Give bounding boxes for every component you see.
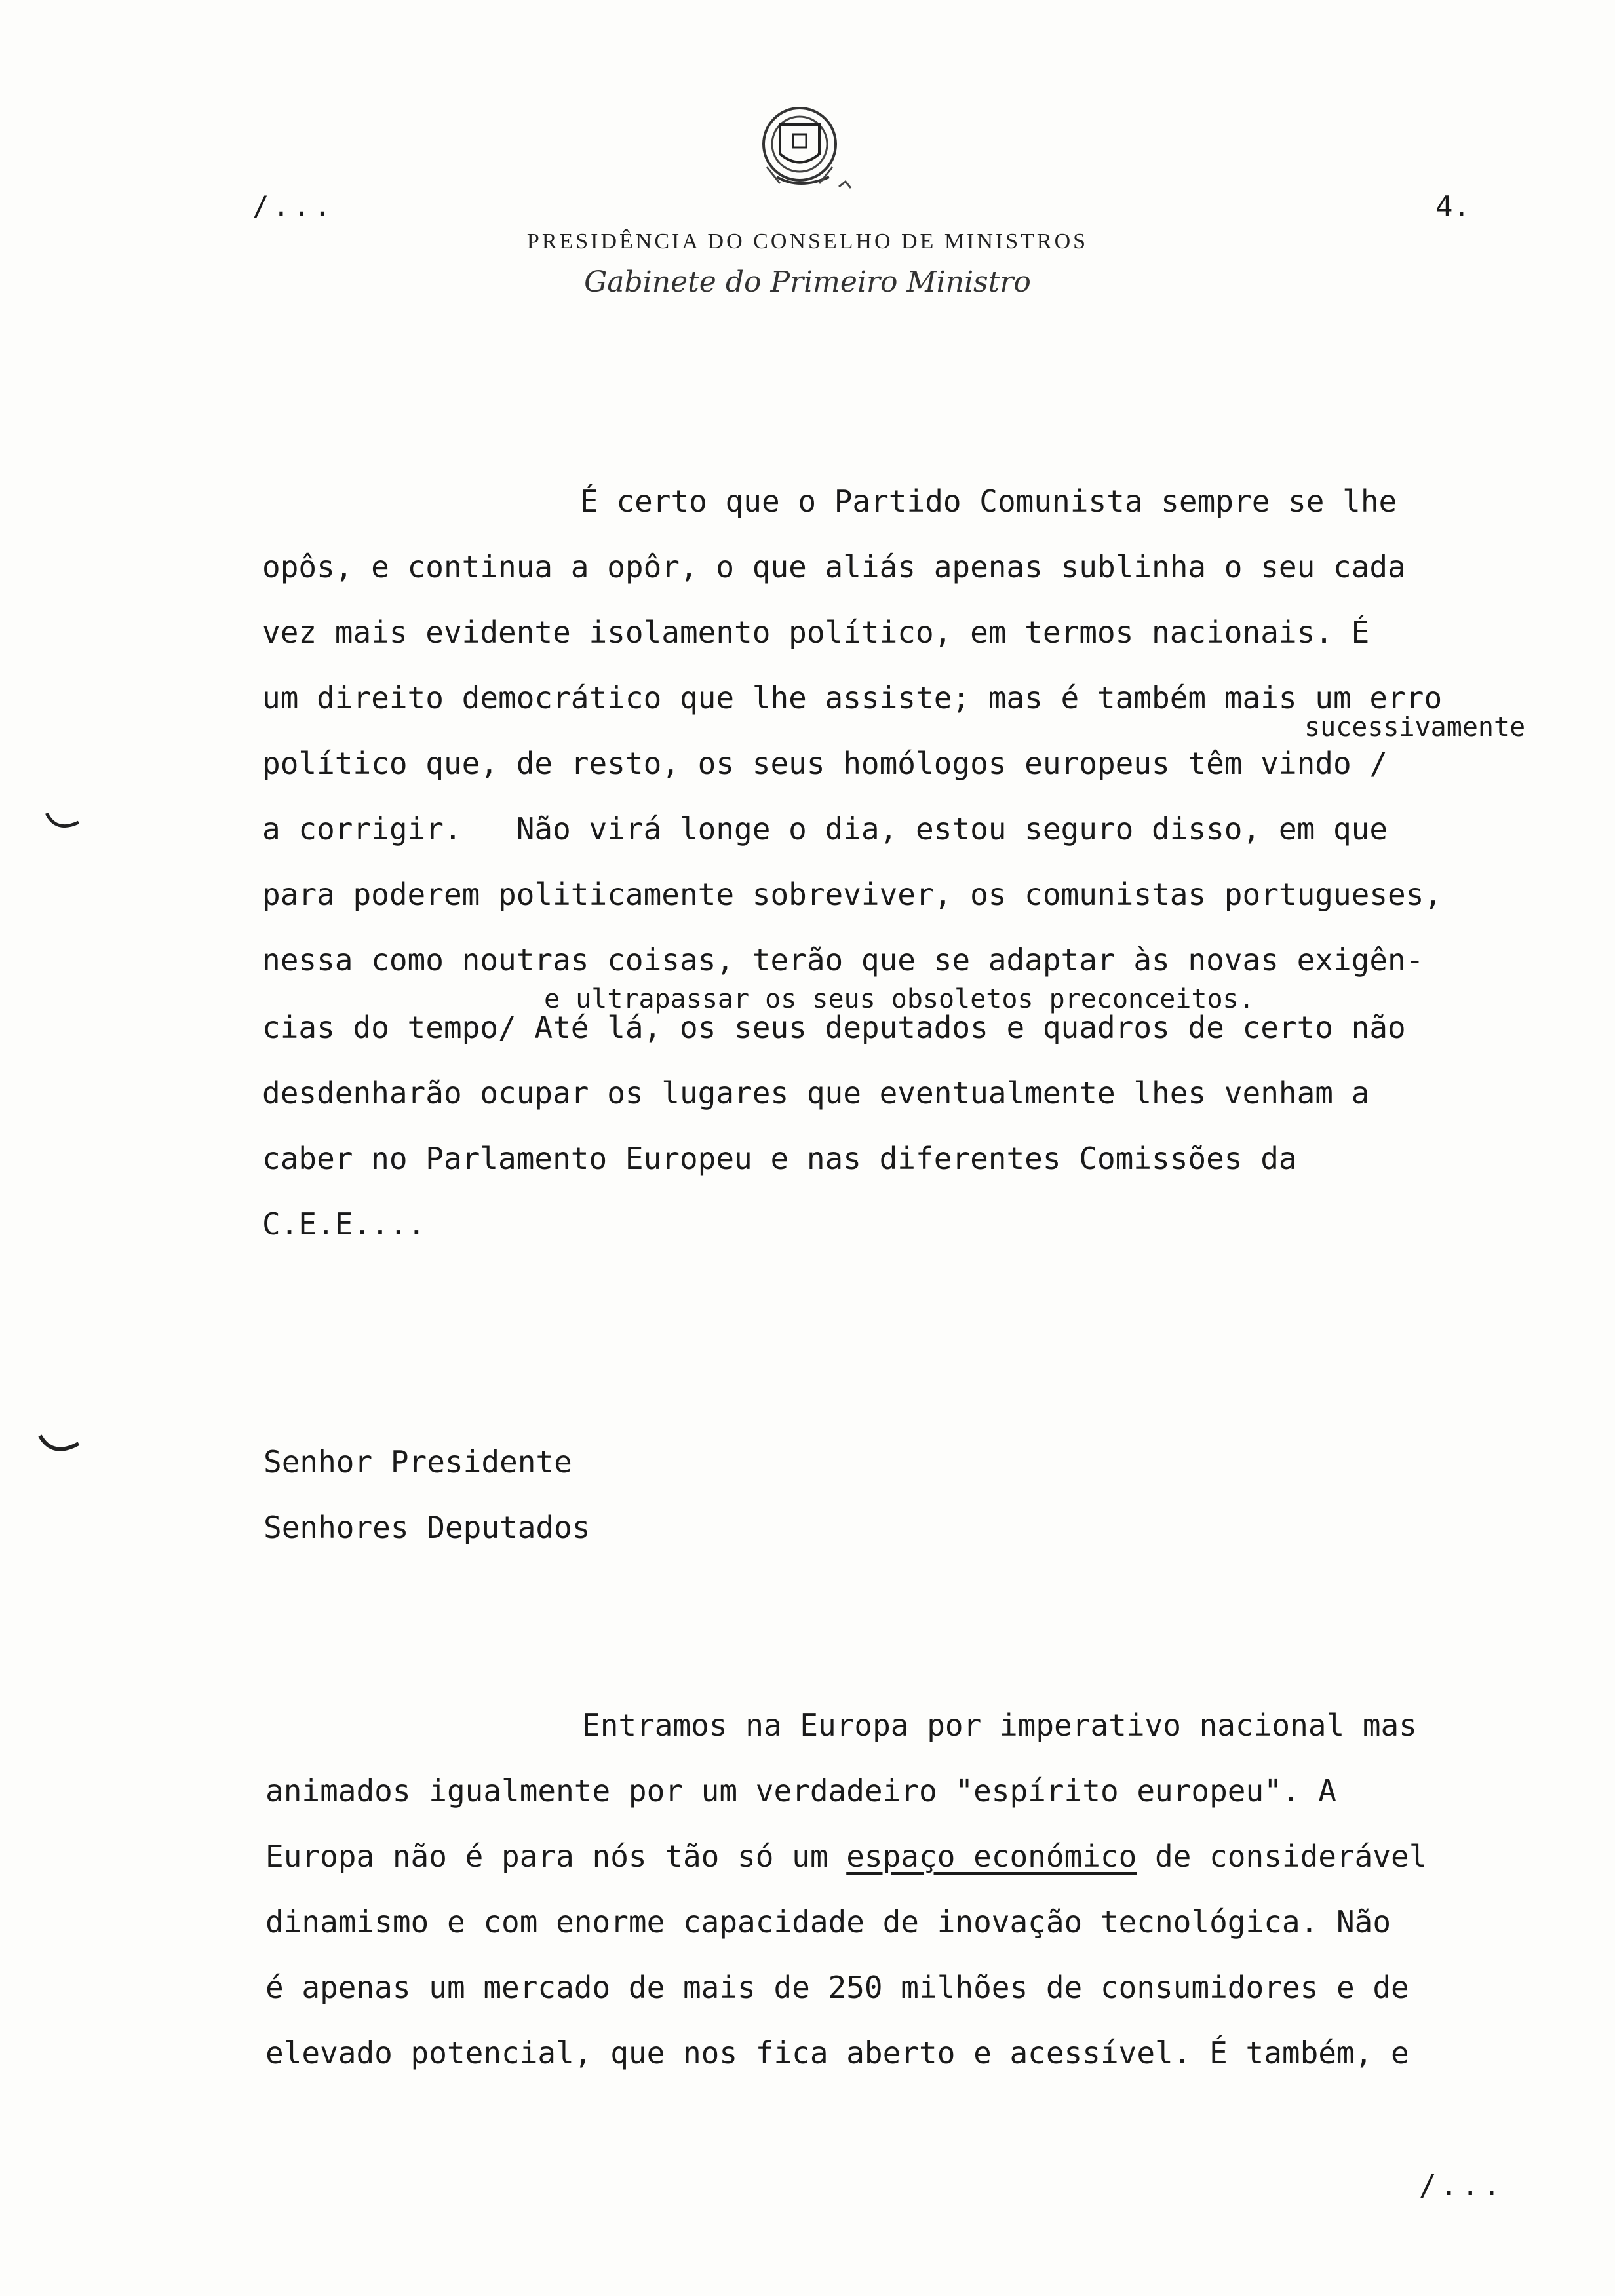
salutation-line-1: Senhor Presidente [263,1444,572,1480]
paragraph2-line-2: animados igualmente por um verdadeiro "espírito europeu". A [265,1773,1336,1808]
paragraph1-line-5: político que, de resto, os seus homólogos europeus têm vindo / [262,746,1388,781]
continuation-mark-bottom: /... [1419,2169,1504,2202]
paragraph1-line-12: C.E.E.... [262,1206,426,1242]
continuation-mark-top: /... [252,190,335,222]
page-number: 4. [1435,190,1470,223]
paragraph2-line-5: é apenas um mercado de mais de 250 milhões de consumidores e de [265,1970,1409,2005]
paragraph1-line-2: opôs, e continua a opôr, o que aliás apenas sublinha o seu cada [262,549,1406,584]
paragraph1-line-4: um direito democrático que lhe assiste; mas é também mais um erro [262,680,1443,716]
paragraph2-line-3-post: de considerável [1137,1839,1428,1874]
salutation-line-2: Senhores Deputados [263,1510,591,1545]
paragraph2-line-1: Entramos na Europa por imperativo nacional mas [582,1708,1417,1743]
office-subtitle: Gabinete do Primeiro Ministro [584,265,1031,299]
paragraph1-line-3: vez mais evidente isolamento político, em termos nacionais. É [262,615,1370,650]
margin-mark-top [43,809,82,835]
insertion-ultrapassar: e ultrapassar os seus obsoletos preconceitos. [544,984,1255,1014]
paragraph1-line-10: desdenharão ocupar os lugares que eventualmente lhes venham a [262,1075,1370,1111]
organization-title: PRESIDÊNCIA DO CONSELHO DE MINISTROS [526,229,1089,254]
margin-mark-bottom [36,1432,75,1458]
paragraph2-line-4: dinamismo e com enorme capacidade de inovação tecnológica. Não [265,1904,1391,1940]
underlined-phrase: espaço económico [846,1839,1137,1874]
paragraph1-line-7: para poderem politicamente sobreviver, os comunistas portugueses, [262,877,1443,912]
coat-of-arms-emblem [741,98,872,210]
insertion-sucessivamente: sucessivamente [1304,712,1526,742]
paragraph2-line-6: elevado potencial, que nos fica aberto e acessível. É também, e [265,2035,1409,2071]
paragraph1-line-6: a corrigir. Não virá longe o dia, estou seguro disso, em que [262,811,1388,847]
paragraph1-line-11: caber no Parlamento Europeu e nas diferentes Comissões da [262,1141,1297,1176]
paragraph2-line-3-pre: Europa não é para nós tão só um [265,1839,847,1874]
paragraph1-line-9: cias do tempo/ Até lá, os seus deputados e quadros de certo não [262,1010,1406,1045]
paragraph1-line-1: É certo que o Partido Comunista sempre se lhe [580,484,1397,519]
paragraph1-line-8: nessa como noutras coisas, terão que se adaptar às novas exigên- [262,942,1424,978]
paragraph2-line-3 [265,1839,1428,1874]
